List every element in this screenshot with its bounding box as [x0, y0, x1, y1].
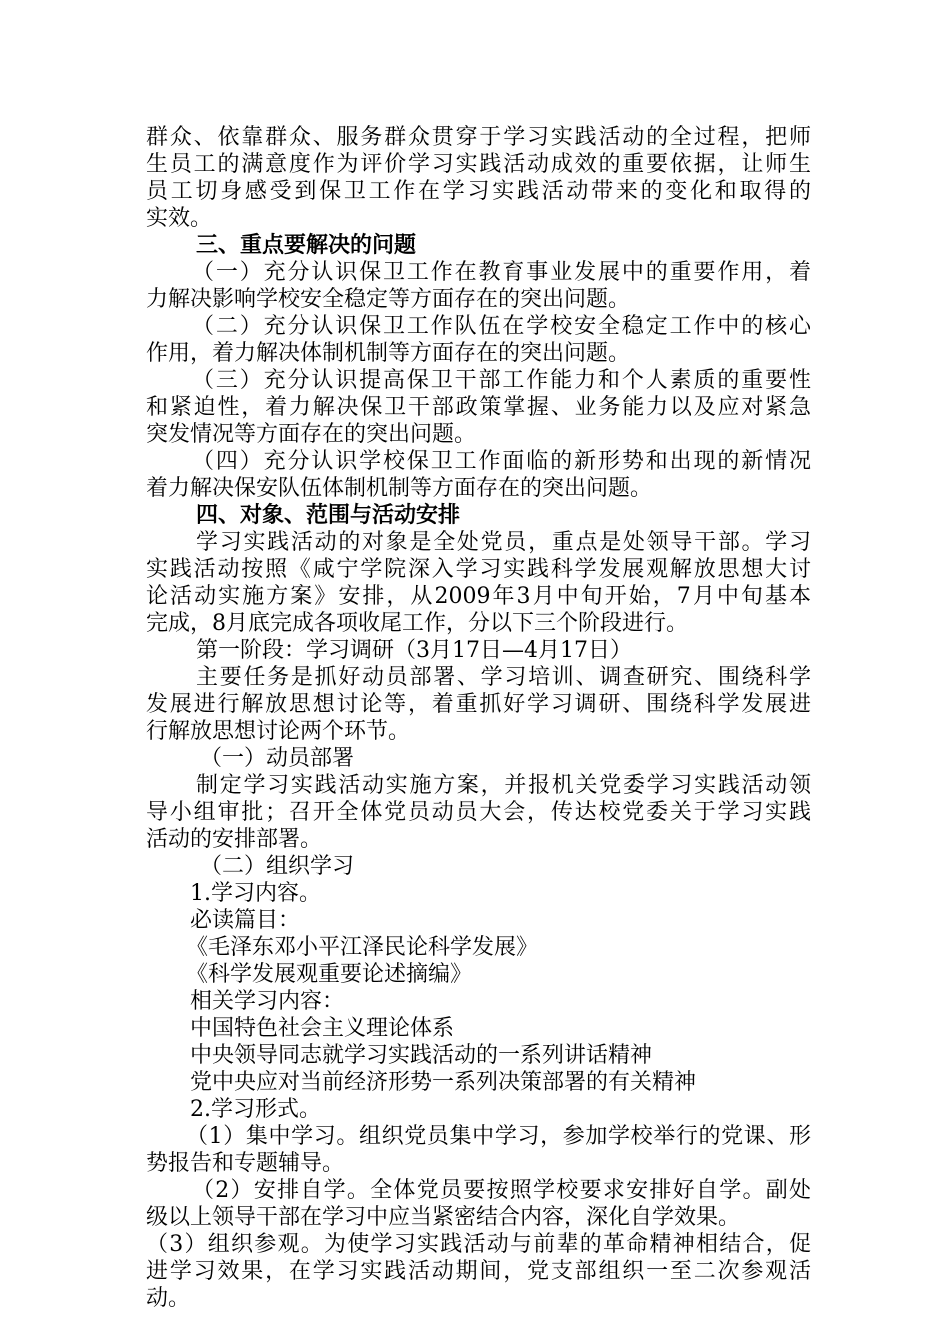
text-line: 中央领导同志就学习实践活动的一系列讲话精神	[190, 1043, 653, 1068]
text-line: 行解放思想讨论两个环节。	[146, 719, 411, 744]
text-line: 党中央应对当前经济形势一系列决策部署的有关精神	[190, 1070, 697, 1095]
text-line: 1.学习内容。	[190, 881, 321, 906]
text-line: 发展进行解放思想讨论等，着重抓好学习调研、围绕科学发展进	[146, 692, 811, 717]
text-line: 级以上领导干部在学习中应当紧密结合内容，深化自学效果。	[146, 1205, 741, 1230]
text-line: 势报告和专题辅导。	[146, 1151, 345, 1176]
text-line: （1）集中学习。组织党员集中学习，参加学校举行的党课、形	[186, 1124, 811, 1149]
document-body	[146, 124, 811, 1312]
text-line: （2）安排自学。全体党员要按照学校要求安排好自学。副处	[192, 1178, 811, 1203]
text-line: 必读篇目：	[190, 908, 301, 933]
text-line: 相关学习内容：	[190, 989, 345, 1014]
text-line: 活动的安排部署。	[146, 827, 323, 852]
text-line: 生员工的满意度作为评价学习实践活动成效的重要依据，让师生	[146, 152, 811, 177]
text-line: 完成，8月底完成各项收尾工作，分以下三个阶段进行。	[146, 611, 688, 636]
text-line: 实效。	[146, 206, 213, 231]
text-line: 学习实践活动的对象是全处党员，重点是处领导干部。学习	[196, 530, 811, 555]
text-line: 作用，着力解决体制机制等方面存在的突出问题。	[146, 341, 631, 366]
text-line: 着力解决保安队伍体制机制等方面存在的突出问题。	[146, 476, 653, 501]
text-line: 2.学习形式。	[190, 1097, 321, 1122]
section-heading: 四、对象、范围与活动安排	[196, 502, 461, 528]
text-line: 进学习效果，在学习实践活动期间，党支部组织一至二次参观活	[146, 1259, 811, 1284]
text-line: （二）组织学习	[200, 854, 355, 879]
section-heading: 三、重点要解决的问题	[196, 232, 417, 258]
text-line: 动。	[146, 1286, 191, 1311]
text-line: 员工切身感受到保卫工作在学习实践活动带来的变化和取得的	[146, 179, 811, 204]
text-line: 和紧迫性，着力解决保卫干部政策掌握、业务能力以及应对紧急	[146, 395, 811, 420]
text-line: 论活动实施方案》安排，从2009年3月中旬开始，7月中旬基本	[146, 584, 811, 609]
text-line: 制定学习实践活动实施方案，并报机关党委学习实践活动领	[196, 773, 811, 798]
text-line: （一）动员部署	[200, 746, 355, 771]
text-line: （三）充分认识提高保卫干部工作能力和个人素质的重要性	[192, 368, 811, 393]
text-line: 主要任务是抓好动员部署、学习培训、调查研究、围绕科学	[196, 665, 811, 690]
text-line: 群众、依靠群众、服务群众贯穿于学习实践活动的全过程，把师	[146, 125, 811, 150]
text-line: 《科学发展观重要论述摘编》	[186, 962, 473, 987]
text-line: （3）组织参观。为使学习实践活动与前辈的革命精神相结合，促	[146, 1232, 811, 1257]
text-line: 中国特色社会主义理论体系	[190, 1016, 455, 1041]
text-line: 力解决影响学校安全稳定等方面存在的突出问题。	[146, 287, 631, 312]
text-line: 导小组审批；召开全体党员动员大会，传达校党委关于学习实践	[146, 800, 811, 825]
text-line: 第一阶段：学习调研（3月17日—4月17日）	[196, 638, 632, 663]
text-line: 《毛泽东邓小平江泽民论科学发展》	[186, 935, 539, 960]
text-line: （一）充分认识保卫工作在教育事业发展中的重要作用，着	[192, 260, 811, 285]
text-line: 实践活动按照《咸宁学院深入学习实践科学发展观解放思想大讨	[146, 557, 811, 582]
text-line: （二）充分认识保卫工作队伍在学校安全稳定工作中的核心	[192, 314, 811, 339]
text-line: （四）充分认识学校保卫工作面临的新形势和出现的新情况	[192, 449, 811, 474]
text-line: 突发情况等方面存在的突出问题。	[146, 422, 477, 447]
